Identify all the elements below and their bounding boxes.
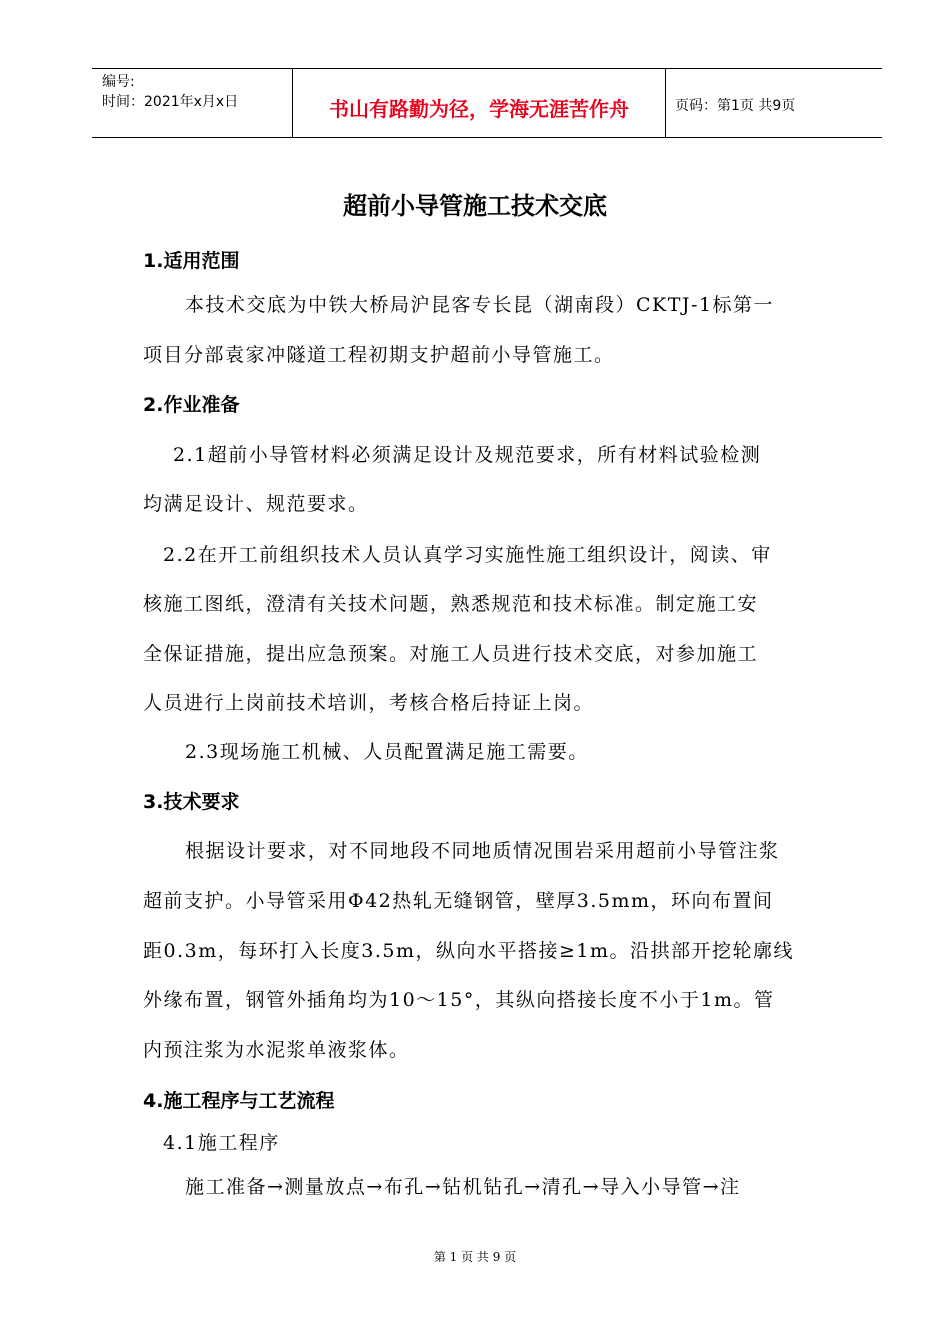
paragraph-line: 4.1施工程序 [163,1132,280,1154]
paragraph-line: 2.3现场施工机械、人员配置满足施工需要。 [185,741,589,763]
header-info-cell [92,69,292,137]
paragraph-line: 内预注浆为水泥浆单液浆体。 [143,1039,410,1061]
section-heading-preparation: 2.作业准备 [143,394,240,416]
paragraph-line: 外缘布置，钢管外插角均为10～15°，其纵向搭接长度不小于1m。管 [143,989,775,1011]
paragraph-line: 项目分部袁家冲隧道工程初期支护超前小导管施工。 [143,344,615,366]
document-number-label: 编号: [102,74,135,90]
paragraph-line: 本技术交底为中铁大桥局沪昆客专长昆（湖南段）CKTJ-1标第一 [185,294,775,316]
section-heading-requirements: 3.技术要求 [143,791,240,813]
paragraph-line: 2.2在开工前组织技术人员认真学习实施性施工组织设计，阅读、审 [163,544,772,566]
page-header [92,68,882,138]
document-time-label: 时间：2021年x月x日 [102,94,239,110]
document-title: 超前小导管施工技术交底 [343,192,607,220]
paragraph-line: 人员进行上岗前技术培训，考核合格后持证上岗。 [143,692,595,714]
paragraph-line: 2.1超前小导管材料必须满足设计及规范要求，所有材料试验检测 [173,444,762,466]
page-footer: 第 1 页 共 9 页 [433,1250,517,1264]
paragraph-line: 核施工图纸，澄清有关技术问题，熟悉规范和技术标准。制定施工安 [143,593,759,615]
paragraph-line: 超前支护。小导管采用Φ42热轧无缝钢管，壁厚3.5mm，环向布置间 [143,890,774,912]
paragraph-line: 施工准备→测量放点→布孔→钻机钻孔→清孔→导入小导管→注 [185,1176,741,1198]
header-page-number: 页码：第1页 共9页 [675,98,796,114]
header-page-cell [665,69,882,137]
header-motto: 书山有路勤为径，学海无涯苦作舟 [329,97,629,121]
paragraph-line: 距0.3m，每环打入长度3.5m，纵向水平搭接≥1m。沿拱部开挖轮廓线 [143,940,794,962]
paragraph-line: 根据设计要求，对不同地段不同地质情况围岩采用超前小导管注浆 [185,840,780,862]
header-motto-cell [292,69,666,137]
paragraph-line: 全保证措施，提出应急预案。对施工人员进行技术交底，对参加施工 [143,643,759,665]
section-heading-procedure: 4.施工程序与工艺流程 [143,1090,335,1112]
paragraph-line: 均满足设计、规范要求。 [143,493,369,515]
section-heading-scope: 1.适用范围 [143,250,240,272]
